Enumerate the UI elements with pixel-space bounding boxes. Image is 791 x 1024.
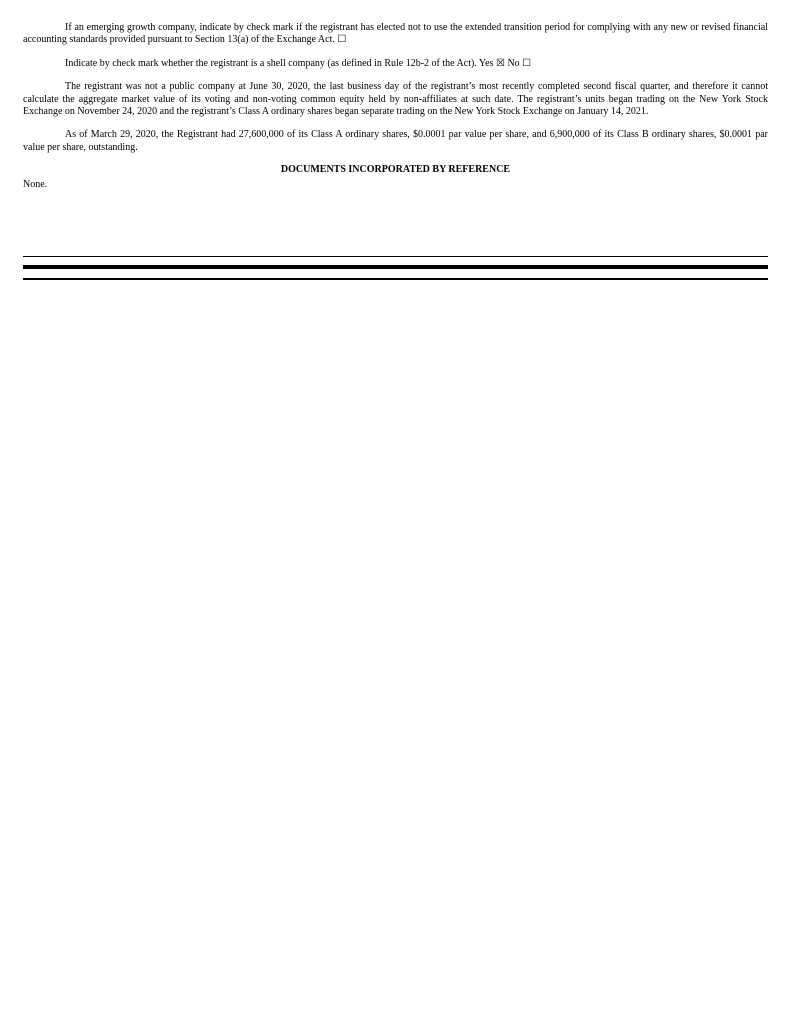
documents-incorporated-heading: DOCUMENTS INCORPORATED BY REFERENCE: [280, 164, 511, 176]
documents-none-text: None.: [23, 178, 48, 190]
shell-company-paragraph: Indicate by check mark whether the registrant is a shell company (as defined in Rule 12b-2 of the Act). Yes ☒ No ☐: [65, 57, 532, 69]
divider-thick: [23, 265, 768, 269]
document-page: [23, 22, 768, 191]
public-company-paragraph: The registrant was not a public company at June 30, 2020, the last business day of the registrant’s most recently completed second fiscal quarter, and therefore it cannot calculate the aggregate market value of its voting and non-voting common equity held by non-affiliates at such date. The registrant’s units began trading on the New York Stock Exchange on November 24, 2020 and the registrant’s Class A ordinary shares began separate trading on the New York Stock Exchange on January 14, 2021.: [23, 81, 768, 118]
emerging-growth-paragraph: If an emerging growth company, indicate by check mark if the registrant has elected not to use the extended transition period for complying with any new or revised financial accounting standards provided pursuant to Section 13(a) of the Exchange Act. ☐: [23, 22, 768, 46]
divider-thin-bottom: [23, 278, 768, 280]
shares-outstanding-paragraph: As of March 29, 2020, the Registrant had 27,600,000 of its Class A ordinary shares, $0.0001 par value per share, and 6,900,000 of its Class B ordinary shares, $0.0001 par value per share, outstanding.: [23, 129, 768, 153]
section-divider: [23, 256, 768, 280]
divider-thin-top: [23, 256, 768, 257]
